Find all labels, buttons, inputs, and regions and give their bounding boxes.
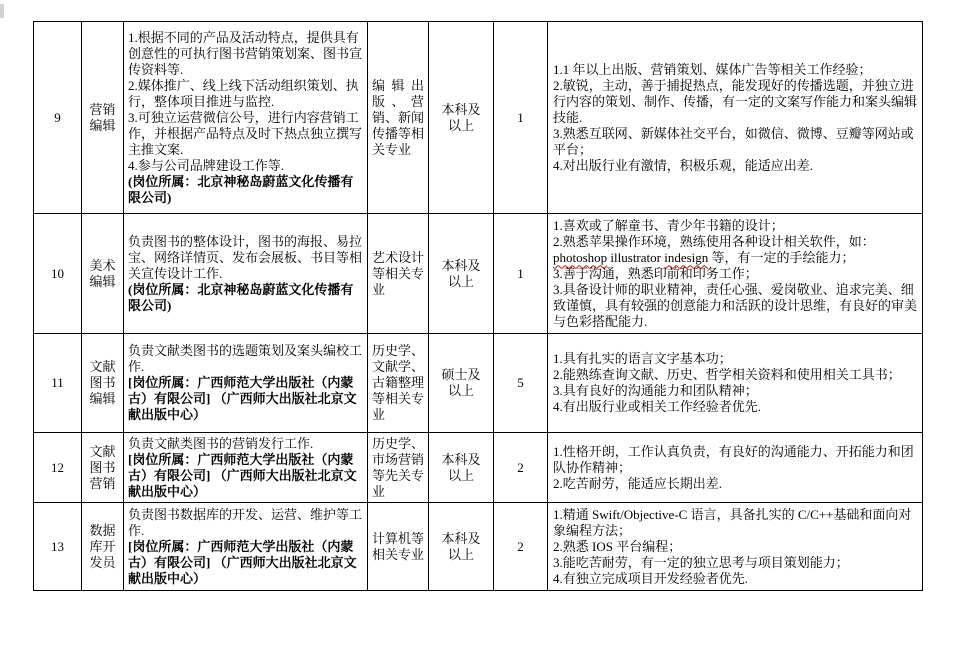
cell-education xyxy=(429,334,494,432)
major-text: 计算机等相关专业 xyxy=(372,530,425,562)
cell-requirements xyxy=(548,503,922,590)
table-row-11 xyxy=(34,334,922,433)
cell-major xyxy=(368,214,429,333)
cell-duties xyxy=(124,22,368,213)
duties-text xyxy=(128,507,363,587)
position-name: 文献图书营销 xyxy=(89,443,116,491)
table-row-9 xyxy=(34,22,922,214)
cell-serial-number: 12 xyxy=(34,433,82,502)
duties-text xyxy=(128,30,363,206)
cell-education xyxy=(429,214,494,333)
cell-requirements xyxy=(548,334,922,432)
cell-duties xyxy=(124,214,368,333)
cell-requirements xyxy=(548,214,922,333)
cell-position-name xyxy=(82,22,124,213)
duties-lines: 负责图书数据库的开发、运营、维护等工作. xyxy=(128,506,363,538)
cell-position-name xyxy=(82,433,124,502)
cell-requirements xyxy=(548,433,922,502)
requirements-text: 1.1 年以上出版、营销策划、媒体广告等相关工作经验； 2.敏锐，主动，善于捕捉热点，能发现好的传播选题，并独立进行内容的策划、制作、传播，有一定的文案写作能力和案头编辑技能. 3.熟悉互联网、新媒体社交平台，如微信、微博、豆瓣等网站或平台； 4.对出版行业有激情，积极乐观，能适应出差. xyxy=(553,61,918,173)
duties-lines: 负责文献类图书的选题策划及案头编校工作. xyxy=(128,343,363,374)
major-text: 艺术设计等相关专业 xyxy=(372,249,425,297)
duties-text xyxy=(128,436,363,500)
cell-headcount: 1 xyxy=(494,22,548,213)
major-text: 编辑出版、营销、新闻传播等相关专业 xyxy=(372,77,425,157)
cell-major xyxy=(368,503,429,590)
major-text: 历史学、文献学、古籍整理等相关专业 xyxy=(372,343,425,422)
affiliation-note: (岗位所属：北京神秘岛蔚蓝文化传播有限公司) xyxy=(128,173,354,205)
cell-position-name xyxy=(82,334,124,432)
duties-text xyxy=(128,343,363,423)
affiliation-note: [岗位所属：广西师范大学出版社（内蒙古）有限公司] （广西师大出版社北京文献出版中心） xyxy=(128,451,357,499)
cell-duties xyxy=(124,433,368,502)
affiliation-note: [岗位所属：广西师范大学出版社（内蒙古）有限公司] （广西师大出版社北京文献出版中心） xyxy=(128,375,357,422)
duties-lines: 负责图书的整体设计，图书的海报、易拉宝、网络详情页、发布会展板、书目等相关宣传设计工作. xyxy=(128,233,363,281)
affiliation-note: [岗位所属：广西师范大学出版社（内蒙古）有限公司] （广西师大出版社北京文献出版中心） xyxy=(128,538,357,586)
position-name: 数据库开发员 xyxy=(89,522,116,570)
education-text: 本科及以上 xyxy=(441,257,481,289)
education-text: 本科及以上 xyxy=(441,530,481,562)
cell-headcount: 5 xyxy=(494,334,548,432)
cell-position-name xyxy=(82,214,124,333)
cell-serial-number: 13 xyxy=(34,503,82,590)
duties-lines: 负责文献类图书的营销发行工作. xyxy=(128,435,314,451)
cell-major xyxy=(368,334,429,432)
duties-text xyxy=(128,234,363,314)
cell-education xyxy=(429,503,494,590)
major-text: 历史学、市场营销等先关专业 xyxy=(372,435,425,499)
cell-position-name xyxy=(82,503,124,590)
cell-requirements xyxy=(548,22,922,213)
cell-serial-number: 9 xyxy=(34,22,82,213)
requirements-text: 1.喜欢或了解童书、青少年书籍的设计； 2.熟悉苹果操作环境，熟练使用各种设计相关软件，如：photoshop illustrator indesign 等，有一定的手绘能力； 3.善于沟通，熟悉印前和印务工作； 3.具备设计师的职业精神，责任心强、爱岗敬业、追求完美、细致谨慎，具有较强的创意能力和活跃的设计思维，有良好的审美与色彩搭配能力. xyxy=(553,217,918,329)
cell-headcount: 1 xyxy=(494,214,548,333)
table-row-12 xyxy=(34,433,922,503)
cell-serial-number: 10 xyxy=(34,214,82,333)
table-row-13 xyxy=(34,503,922,590)
education-text: 本科及以上 xyxy=(441,451,481,483)
cell-headcount: 2 xyxy=(494,433,548,502)
education-text: 本科及以上 xyxy=(441,101,481,133)
position-name: 美术编辑 xyxy=(89,257,116,289)
requirements-text: 1.性格开朗，工作认真负责，有良好的沟通能力、开拓能力和团队协作精神； 2.吃苦耐劳，能适应长期出差. xyxy=(553,443,914,491)
table-row-10 xyxy=(34,214,922,334)
duties-lines: 1.根据不同的产品及活动特点，提供具有创意性的可执行图书营销策划案、图书宣传资料等. 2.媒体推广、线上线下活动组织策划、执行，整体项目推进与监控. 3.可独立运营微信公号，进行内容营销工作，并根据产品特点及时下热点独立撰写主推文案. 4.参与公司品牌建设工作等. xyxy=(128,29,363,173)
cell-headcount: 2 xyxy=(494,503,548,590)
cell-education xyxy=(429,22,494,213)
cell-duties xyxy=(124,334,368,432)
requirements-text: 1.精通 Swift/Objective-C 语言，具备扎实的 C/C++基础和面向对象编程方法； 2.熟悉 IOS 平台编程； 3.能吃苦耐劳，有一定的独立思考与项目策划能力； 4.有独立完成项目开发经验者优先. xyxy=(553,506,912,586)
requirements-text: 1.具有扎实的语言文字基本功； 2.能熟练查询文献、历史、哲学相关资料和使用相关工具书； 3.具有良好的沟通能力和团队精神； 4.有出版行业或相关工作经验者优先. xyxy=(553,351,901,414)
position-name: 营销编辑 xyxy=(89,101,116,133)
affiliation-note: (岗位所属：北京神秘岛蔚蓝文化传播有限公司) xyxy=(128,281,354,313)
position-name: 文献图书编辑 xyxy=(89,359,116,406)
cell-duties xyxy=(124,503,368,590)
page-edge-artifact xyxy=(0,4,4,18)
cell-major xyxy=(368,22,429,213)
cell-education xyxy=(429,433,494,502)
cell-major xyxy=(368,433,429,502)
recruitment-table xyxy=(33,21,923,591)
education-text: 硕士及以上 xyxy=(441,367,481,398)
cell-serial-number: 11 xyxy=(34,334,82,432)
